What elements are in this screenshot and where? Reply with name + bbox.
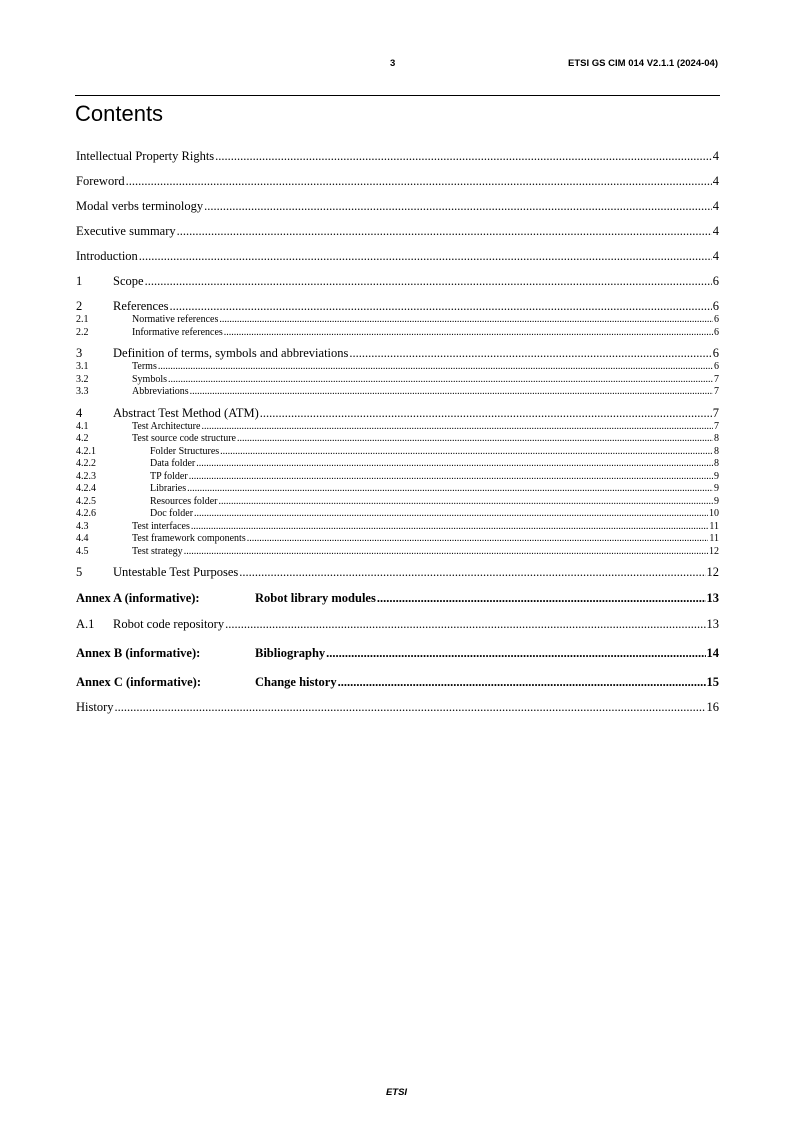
toc-leader (145, 273, 712, 289)
toc-subentry[interactable] (76, 327, 719, 340)
document-id: ETSI GS CIM 014 V2.1.1 (2024-04) (568, 58, 718, 69)
toc-entry-number: 4.2.2 (76, 458, 96, 469)
toc-entry[interactable] (76, 248, 719, 264)
toc-entry[interactable] (76, 173, 719, 189)
toc-subentry[interactable] (76, 433, 719, 446)
toc-annex-entry[interactable] (76, 674, 719, 690)
toc-entry-number: 5 (76, 565, 83, 579)
toc-entry-label: Intellectual Property Rights (76, 149, 215, 163)
toc-entry-page: 8 (714, 458, 719, 469)
toc-leader (260, 405, 712, 421)
toc-entry-page: 13 (706, 591, 719, 605)
toc-entry-label: Scope (113, 274, 144, 288)
toc-entry[interactable] (76, 273, 719, 289)
toc-leader (139, 248, 712, 264)
toc-subentry[interactable] (76, 533, 719, 546)
toc-leader (326, 645, 705, 661)
toc-leader (239, 564, 705, 580)
toc-leader (191, 521, 708, 534)
toc-leader (177, 223, 712, 239)
toc-subentry[interactable] (76, 361, 719, 374)
toc-entry-page: 10 (709, 508, 719, 519)
toc-entry-page: 4 (712, 174, 719, 188)
toc-entry-label: Symbols (132, 373, 168, 385)
toc-entry-label: Libraries (150, 483, 187, 494)
page-title: Contents (75, 101, 164, 126)
toc-entry-label: TP folder (150, 470, 188, 482)
footer-logo-text: ETSI (385, 1087, 408, 1098)
toc-entry[interactable] (76, 148, 719, 164)
toc-leader (220, 446, 713, 459)
toc-entry-label: Executive summary (76, 224, 176, 238)
toc-annex-key: Annex A (informative): (76, 591, 200, 605)
toc-entry-number: 4 (76, 405, 83, 420)
toc-entry-label: Untestable Test Purposes (113, 565, 239, 579)
toc-entry-label: Introduction (76, 249, 138, 263)
toc-leader (184, 546, 708, 559)
toc-leader (158, 361, 713, 374)
toc-subsubentry[interactable] (76, 471, 719, 484)
toc-entry-page: 8 (714, 445, 719, 457)
toc-subsubentry[interactable] (76, 446, 719, 459)
toc-entry-number: 3.1 (76, 361, 89, 372)
toc-leader (201, 421, 713, 434)
toc-annex-entry[interactable] (76, 590, 719, 606)
toc-entry-page: 9 (714, 470, 719, 482)
toc-entry-label: Modal verbs terminology (76, 199, 204, 213)
toc-entry-page: 4 (712, 199, 719, 213)
toc-entry[interactable] (76, 223, 719, 239)
toc-entry-page: 6 (714, 326, 719, 338)
toc-entry-number: 2.1 (76, 314, 89, 325)
toc-entry-page: 11 (709, 520, 719, 532)
toc-leader (225, 616, 705, 632)
toc-subentry[interactable] (76, 314, 719, 327)
toc-entry-label: Test framework components (132, 533, 246, 544)
toc-entry-page: 15 (706, 675, 719, 689)
toc-subentry[interactable] (76, 374, 719, 387)
toc-entry-number: 4.1 (76, 420, 89, 432)
toc-entry-number: 3 (76, 346, 83, 360)
toc-leader (338, 674, 706, 690)
toc-entry[interactable] (76, 616, 719, 632)
toc-entry-label: Bibliography (255, 646, 326, 660)
toc-entry-number: 4.4 (76, 533, 89, 544)
toc-entry-number: A.1 (76, 617, 95, 631)
toc-leader (126, 173, 712, 189)
toc-entry-number: 4.2.6 (76, 508, 96, 519)
toc-leader (170, 298, 712, 314)
toc-annex-key: Annex C (informative): (76, 675, 201, 689)
toc-entry-number: 2.2 (76, 326, 89, 338)
table-of-contents (76, 148, 719, 715)
toc-leader (215, 148, 712, 164)
toc-entry-page: 6 (712, 299, 719, 313)
toc-leader (168, 374, 713, 387)
toc-entry-page: 12 (706, 565, 719, 579)
toc-leader (247, 533, 709, 546)
toc-leader (187, 483, 713, 496)
toc-leader (190, 386, 713, 399)
toc-entry-label: Doc folder (150, 508, 194, 519)
header-rule (75, 95, 720, 96)
toc-entry-page: 9 (714, 495, 719, 507)
toc-entry[interactable] (76, 699, 719, 715)
toc-entry[interactable] (76, 198, 719, 214)
toc-entry-label: Test Architecture (132, 420, 201, 432)
toc-entry-page: 12 (709, 545, 719, 557)
toc-leader (377, 590, 706, 606)
toc-leader (204, 198, 712, 214)
toc-entry-label: Robot library modules (255, 591, 376, 605)
toc-entry-label: Abstract Test Method (ATM) (113, 405, 259, 420)
toc-entry-number: 4.2.3 (76, 470, 96, 482)
toc-leader (196, 458, 713, 471)
toc-entry-label: Test interfaces (132, 520, 190, 532)
toc-entry-label: Test strategy (132, 545, 183, 557)
toc-entry-page: 6 (712, 274, 719, 288)
toc-entry-label: Resources folder (150, 495, 218, 507)
toc-entry-page: 6 (714, 314, 719, 325)
toc-annex-key: Annex B (informative): (76, 646, 201, 660)
toc-subentry[interactable] (76, 546, 719, 559)
toc-entry-page: 4 (712, 249, 719, 263)
toc-entry-label: Normative references (132, 314, 219, 325)
toc-entry-page: 4 (712, 224, 719, 238)
toc-entry-number: 3.3 (76, 386, 89, 397)
toc-entry-label: Terms (132, 361, 157, 372)
toc-leader (219, 314, 713, 327)
toc-entry-label: History (76, 700, 114, 714)
toc-entry-label: Definition of terms, symbols and abbreviations (113, 346, 349, 360)
toc-entry-page: 7 (714, 420, 719, 432)
toc-annex-entry[interactable] (76, 645, 719, 661)
toc-subentry[interactable] (76, 521, 719, 534)
toc-entry-number: 4.5 (76, 545, 89, 557)
toc-entry-page: 7 (714, 386, 719, 397)
toc-entry-page: 16 (706, 700, 719, 714)
toc-entry-page: 4 (712, 149, 719, 163)
toc-entry-number: 4.2.5 (76, 495, 96, 507)
toc-entry-page: 7 (712, 405, 719, 420)
toc-leader (189, 471, 713, 484)
toc-entry[interactable] (76, 405, 719, 421)
toc-leader (349, 345, 711, 361)
toc-entry-label: Foreword (76, 174, 125, 188)
toc-leader (115, 699, 706, 715)
toc-entry-page: 9 (714, 483, 719, 494)
toc-entry-number: 3.2 (76, 373, 89, 385)
toc-leader (218, 496, 713, 509)
toc-entry-label: Folder Structures (150, 445, 220, 457)
toc-subsubentry[interactable] (76, 496, 719, 509)
toc-subsubentry[interactable] (76, 458, 719, 471)
toc-entry-label: Data folder (150, 458, 196, 469)
toc-entry-number: 4.2 (76, 433, 89, 444)
toc-subentry[interactable] (76, 386, 719, 399)
toc-subentry[interactable] (76, 421, 719, 434)
toc-entry-page: 11 (709, 533, 719, 544)
toc-entry[interactable] (76, 345, 719, 361)
toc-entry-label: Abbreviations (132, 386, 189, 397)
toc-leader (237, 433, 713, 446)
toc-entry[interactable] (76, 564, 719, 580)
toc-entry-page: 14 (706, 646, 719, 660)
toc-entry-page: 13 (706, 617, 719, 631)
toc-entry[interactable] (76, 298, 719, 314)
toc-entry-number: 1 (76, 274, 83, 288)
toc-entry-number: 2 (76, 299, 83, 313)
toc-entry-number: 4.2.1 (76, 445, 96, 457)
toc-entry-page: 6 (714, 361, 719, 372)
toc-entry-page: 6 (712, 346, 719, 360)
toc-entry-page: 7 (714, 373, 719, 385)
toc-subsubentry[interactable] (76, 483, 719, 496)
toc-entry-number: 4.3 (76, 520, 89, 532)
toc-entry-label: References (113, 299, 169, 313)
toc-entry-label: Test source code structure (132, 433, 236, 444)
toc-entry-number: 4.2.4 (76, 483, 96, 494)
toc-leader (194, 508, 708, 521)
toc-entry-page: 8 (714, 433, 719, 444)
toc-entry-label: Informative references (132, 326, 223, 338)
toc-entry-label: Robot code repository (113, 617, 225, 631)
page-number: 3 (390, 58, 396, 69)
toc-entry-label: Change history (255, 675, 337, 689)
toc-subsubentry[interactable] (76, 508, 719, 521)
toc-leader (224, 327, 713, 340)
